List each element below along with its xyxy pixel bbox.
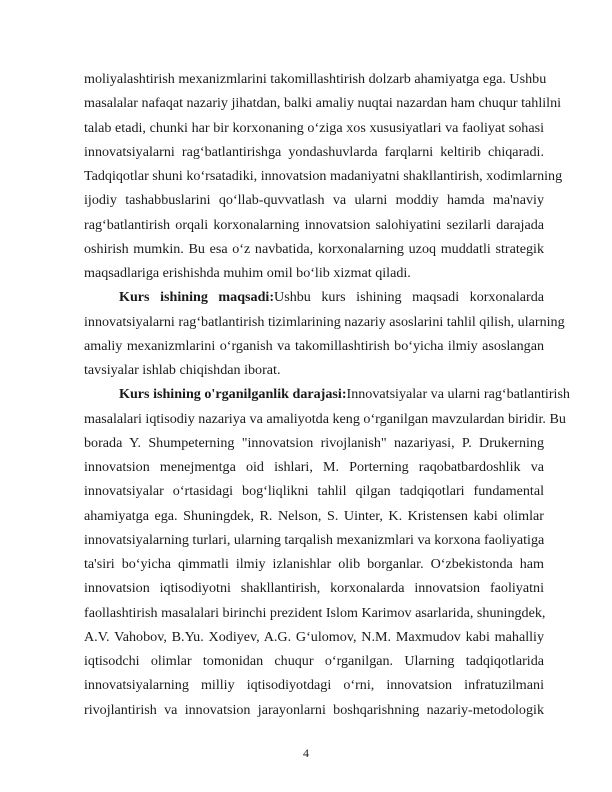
paragraph-course-goal xyxy=(84,285,565,382)
text-line xyxy=(84,382,570,406)
text-line: maqsadlariga erishishda muhim omil bo‘lib xizmat qiladi. xyxy=(84,265,411,281)
text-line: innovatsiyalarning milliy iqtisodiyotdagi o‘rni, innovatsion infratuzilmani xyxy=(84,677,544,694)
text-line: ahamiyatga ega. Shuningdek, R. Nelson, S. Uinter, K. Kristensen kabi olimlar xyxy=(84,507,544,524)
text-line: innovatsiyalarni rag‘batlantirish tizimlarining nazariy asoslarini tahlil qilish, ularning xyxy=(84,313,565,330)
text-line: innovatsion iqtisodiyotni shakllantirish, korxonalarda innovatsion faoliyatni xyxy=(84,580,544,597)
text-line: faollashtirish masalalari birinchi prezident Islom Karimov asarlarida, shuningdek, xyxy=(84,604,546,621)
text-line: rivojlantirish va innovatsion jarayonlarni boshqarishning nazariy-metodologik xyxy=(84,701,544,718)
body-text xyxy=(84,67,570,722)
text-line: tavsiyalar ishlab chiqishdan iborat. xyxy=(84,362,281,378)
text-line: borada Y. Shumpeterning "innovatsion rivojlanish" nazariyasi, P. Drukerning xyxy=(84,434,544,451)
section-heading-study-level: Kurs ishining o'rganilganlik darajasi: xyxy=(119,386,347,403)
heading-rest-text: Ushbu kurs ishining maqsadi korxonalarda xyxy=(274,289,544,306)
text-line: Tadqiqotlar shuni ko‘rsatadiki, innovatsion madaniyatni shakllantirish, xodimlarning xyxy=(84,168,563,184)
text-line: ta'siri bo‘yicha qimmatli ilmiy izlanishlar olib borganlar. O‘zbekistonda ham xyxy=(84,556,544,572)
text-line: innovatsiyalar o‘rtasidagi bog‘liqlikni tahlil qilgan tadqiqotlari fundamental xyxy=(84,483,544,500)
text-line: amaliy mexanizmlarini o‘rganish va takomillashtirish bo‘yicha ilmiy asoslangan xyxy=(84,337,544,354)
text-line: A.V. Vahobov, B.Yu. Xodiyev, A.G. G‘ulomov, N.M. Maxmudov kabi mahalliy xyxy=(84,628,544,645)
section-heading-goal: Kurs ishining maqsadi: xyxy=(119,289,275,306)
paragraph-study-level xyxy=(84,382,570,722)
paragraph-intro-continued xyxy=(84,67,563,285)
text-line: iqtisodchi olimlar tomonidan chuqur o‘rganilgan. Ularning tadqiqotlarida xyxy=(84,653,544,669)
text-line: masalalar nafaqat nazariy jihatdan, balki amaliy nuqtai nazardan ham chuqur tahlilni xyxy=(84,95,562,112)
page-number: 4 xyxy=(303,746,309,760)
text-line: innovatsiyalarning turlari, ularning tarqalish mexanizmlari va korxona faoliyatiga xyxy=(84,531,545,548)
text-line: talab etadi, chunki har bir korxonaning o‘ziga xos xususiyatlari va faoliyat sohasi xyxy=(84,119,544,136)
text-line: rag‘batlantirish orqali korxonalarning innovatsion salohiyatini sezilarli darajada xyxy=(84,216,544,233)
text-line: moliyalashtirish mexanizmlarini takomillashtirish dolzarb ahamiyatga ega. Ushbu xyxy=(84,71,547,87)
text-line: oshirish mumkin. Bu esa o‘z navbatida, korxonalarning uzoq muddatli strategik xyxy=(84,240,544,257)
text-line: innovatsiyalarni rag‘batlantirishga yondashuvlarda farqlarni keltirib chiqaradi. xyxy=(84,143,544,160)
text-line: innovatsion menejmentga oid ishlari, M. Porterning raqobatbardoshlik va xyxy=(84,459,544,475)
text-line: ijodiy tashabbuslarini qo‘llab-quvvatlash va ularni moddiy hamda ma'naviy xyxy=(84,192,544,209)
text-line xyxy=(84,285,544,309)
text-line: masalalari iqtisodiy nazariya va amaliyotda keng o‘rganilgan mavzulardan biridir. Bu xyxy=(84,410,566,427)
heading-rest-text: Innovatsiyalar va ularni rag‘batlantirish xyxy=(346,386,570,403)
